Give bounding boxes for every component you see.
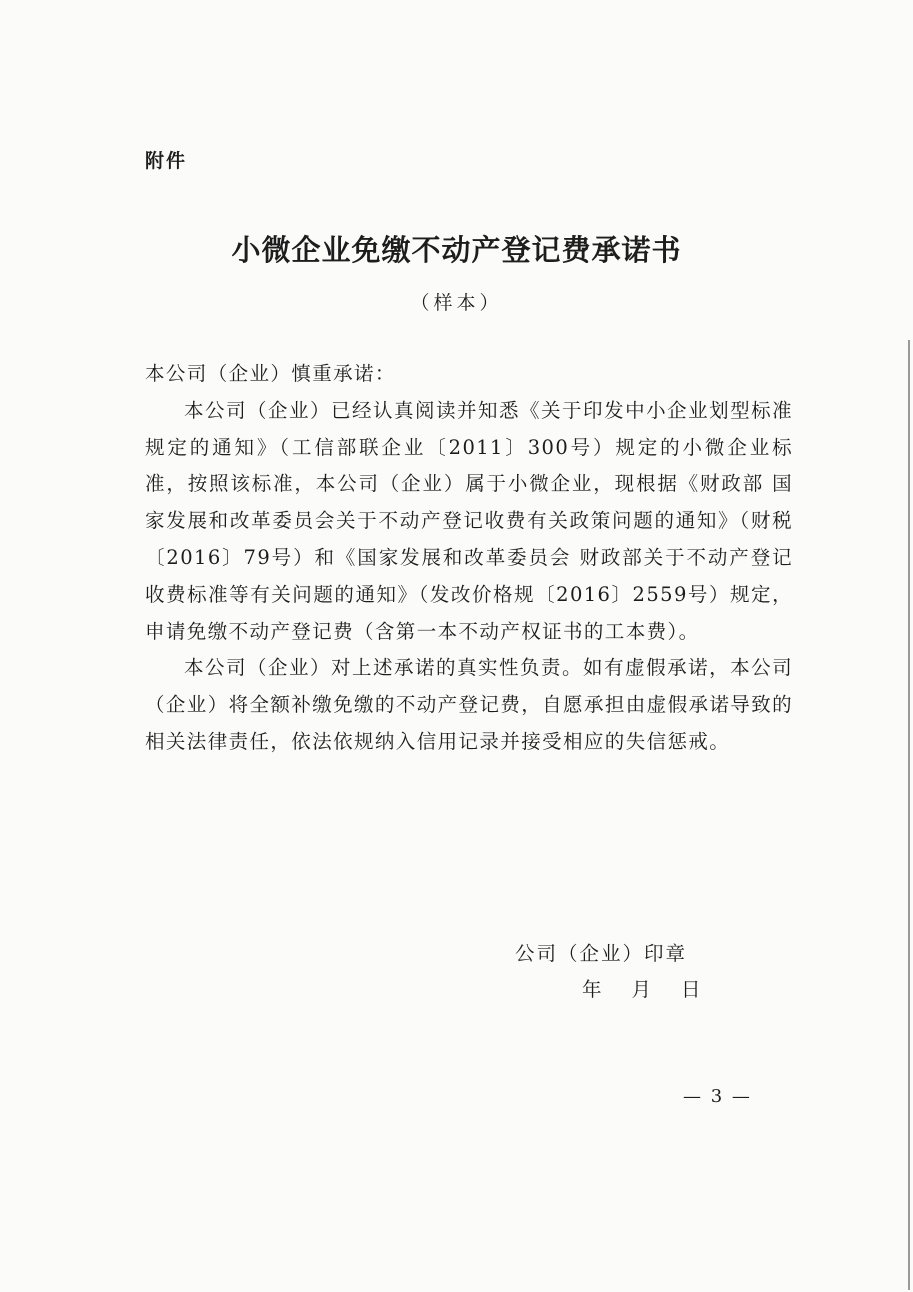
day-label: 日 (681, 978, 701, 1001)
date-line (582, 974, 701, 1002)
seal-label: 公司（企业）印章 (515, 942, 688, 965)
salutation: 本公司（企业）慎重承诺： (145, 362, 396, 385)
paragraph-commitment: 本公司（企业）已经认真阅读并知悉《关于印发中小企业划型标准规定的通知》（工信部联企业〔2011〕300号）规定的小微企业标准，按照该标准，本公司（企业）属于小微企业，现根据《财政部 国家发展和改革委员会关于不动产登记收费有关政策问题的通知》（财税〔2016〕79号）和《国家发展和改革委员会 财政部关于不动产登记收费标准等有关问题的通知》（发改价格规〔2016〕2559号）规定，申请免缴不动产登记费（含第一本不动产权证书的工本费）。 (145, 398, 793, 643)
document-subtitle: （样本） (410, 292, 503, 314)
attachment-label: 附件 (145, 150, 188, 172)
page-number: — 3 — (683, 1086, 752, 1107)
document-body (145, 356, 793, 761)
page-edge-line (908, 340, 910, 1290)
year-label: 年 (582, 978, 602, 1001)
paragraph-responsibility: 本公司（企业）对上述承诺的真实性负责。如有虚假承诺，本公司（企业）将全额补缴免缴的不动产登记费，自愿承担由虚假承诺导致的相关法律责任，依法依规纳入信用记录并接受相应的失信惩戒。 (145, 656, 793, 753)
document-title: 小微企业免缴不动产登记费承诺书 (231, 233, 682, 267)
month-label: 月 (631, 978, 652, 1001)
